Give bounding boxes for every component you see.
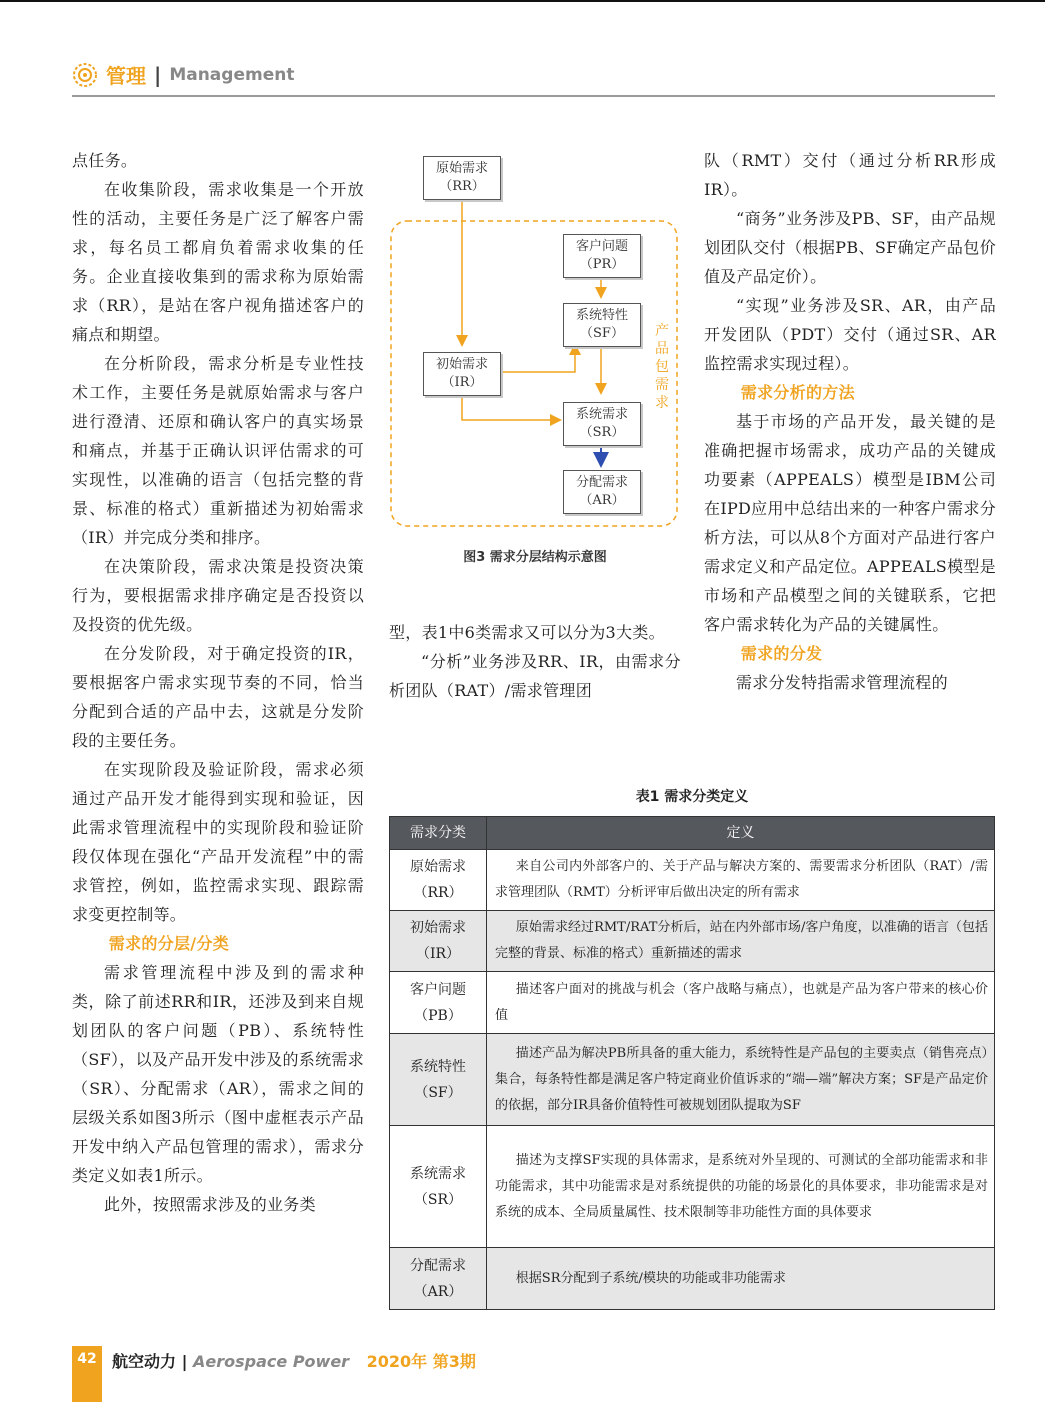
definition-text: 描述为支撑SF实现的具体需求，是系统对外呈现的、可测试的全部功能需求和非功能需求，其中功能需求是对系统提供的功能的场景化的具体要求，非功能需求是对系统的成本、全局质量属性、技术限制等非功能性方面的具体要求 (495, 1152, 988, 1220)
category-abbr: （SF） (414, 1084, 462, 1101)
table-row (390, 1248, 995, 1310)
node-pr (563, 234, 641, 278)
category-cell (390, 911, 487, 972)
category-abbr: （RR） (413, 885, 463, 901)
paragraph: 在决策阶段，需求决策是投资决策行为，要根据需求排序确定是否投资以及投资的优先级。 (72, 557, 364, 634)
node-label: 原始需求 (435, 161, 488, 176)
definition-cell (487, 1248, 995, 1310)
node-abbr: （SR） (579, 425, 625, 440)
column-header: 定义 (487, 817, 995, 850)
issue-label: 2020年 第3期 (366, 1351, 476, 1371)
category-abbr: （AR） (413, 1283, 463, 1300)
paragraph: “实现”业务涉及SR、AR，由产品开发团队（PDT）交付（通过SR、AR监控需求实现过程）。 (704, 296, 996, 373)
arrow-ir-to-sr (462, 398, 559, 420)
table-header-row (390, 817, 995, 850)
text-column-1 (72, 146, 364, 1219)
footer-separator: | (181, 1351, 188, 1371)
paragraph: 在实现阶段及验证阶段，需求必须通过产品开发才能得到实现和验证，因此需求管理流程中的实现阶段和验证阶段仅体现在强化“产品开发流程”中的需求管控，例如，监控需求实现、跟踪需求变更控制等。 (72, 760, 364, 924)
subheading: 需求的分发 (740, 644, 823, 663)
page-footer (72, 1346, 476, 1402)
paragraph: 在收集阶段，需求收集是一个开放性的活动，主要任务是广泛了解客户需求，每名员工都肩负着需求收集的任务。企业直接收集到的需求称为原始需求（RR），是站在客户视角描述客户的痛点和期望。 (72, 180, 364, 344)
table-row (390, 911, 995, 972)
node-abbr: （SF） (580, 326, 624, 341)
paragraph: 队（RMT）交付（通过分析RR形成IR）。 (704, 151, 996, 199)
definition-text: 描述产品为解决PB所具备的重大能力，系统特性是产品包的主要卖点（销售亮点）集合，每条特性都是满足客户特定商业价值诉求的“端—端”解决方案；SF是产品定价的依据，部分IR具备价值特性可被规划团队提取为SF (495, 1045, 988, 1113)
node-label: 分配需求 (575, 475, 628, 490)
category-name: 原始需求 (410, 859, 466, 875)
category-cell (390, 850, 487, 911)
category-abbr: （IR） (415, 946, 461, 962)
node-label: 系统需求 (575, 407, 628, 422)
category-cell (390, 972, 487, 1034)
subheading: 需求的分层/分类 (108, 934, 230, 953)
table-row (390, 1126, 995, 1248)
node-abbr: （PR） (579, 257, 625, 272)
arrow-ir-to-sf (501, 346, 575, 372)
paragraph: 在分发阶段，对于确定投资的IR，要根据客户需求实现节奏的不同，恰当分配到合适的产品中去，这就是分发阶段的主要任务。 (72, 644, 364, 750)
category-name: 系统特性 (410, 1058, 466, 1075)
category-cell (390, 1126, 487, 1248)
definition-cell (487, 1126, 995, 1248)
definition-cell (487, 850, 995, 911)
node-sr (563, 402, 641, 446)
text-column-3 (704, 146, 996, 697)
definition-cell (487, 911, 995, 972)
hierarchy-figure (389, 146, 681, 576)
top-rule (0, 0, 1045, 2)
section-title: 管理 (106, 64, 146, 88)
category-cell (390, 1034, 487, 1126)
node-label: 初始需求 (435, 357, 488, 372)
definition-text: 原始需求经过RMT/RAT分析后，站在内外部市场/客户角度，以准确的语言（包括完整的背景、标准的格式）重新描述的需求 (495, 920, 988, 961)
product-package-label: 产品包需求 (655, 323, 669, 411)
node-sf (563, 303, 641, 347)
paragraph: 此外，按照需求涉及的业务类 (104, 1195, 316, 1214)
node-ar (563, 470, 641, 514)
category-cell (390, 1248, 487, 1310)
definition-cell (487, 1034, 995, 1126)
node-rr (423, 156, 501, 200)
category-name: 客户问题 (410, 981, 466, 998)
section-header (72, 60, 294, 89)
paragraph: “分析”业务涉及RR、IR，由需求分析团队（RAT）/需求管理团 (389, 652, 681, 700)
journal-name-english: Aerospace Power (193, 1351, 350, 1371)
paragraph: 型，表1中6类需求又可以分为3大类。 (389, 623, 665, 642)
journal-line (112, 1349, 476, 1372)
paragraph: 点任务。 (72, 151, 138, 170)
node-abbr: （AR） (579, 493, 625, 508)
paragraph: 基于市场的产品开发，最关键的是准确把握市场需求，成功产品的关键成功要素（APPEALS）模型是IBM公司在IPD应用中总结出来的一种客户需求分析方法，可以从8个方面对产品进行客户需求定义和产品定位。APPEALS模型是市场和产品模型之间的关键联系，它把客户需求转化为产品的关键属性。 (704, 412, 996, 634)
table-title: 表1 需求分类定义 (635, 789, 749, 805)
node-ir (423, 352, 501, 396)
subheading: 需求分析的方法 (740, 383, 855, 402)
table-row (390, 1034, 995, 1126)
definition-cell (487, 972, 995, 1034)
category-abbr: （PB） (414, 1007, 462, 1024)
figure-caption: 图3 需求分层结构示意图 (463, 550, 607, 565)
definition-text: 来自公司内外部客户的、关于产品与解决方案的、需要需求分析团队（RAT）/需求管理团队（RMT）分析评审后做出决定的所有需求 (495, 859, 988, 900)
requirements-table (389, 816, 995, 1310)
journal-name: 航空动力 (112, 1351, 177, 1371)
node-label: 系统特性 (575, 308, 628, 323)
paragraph: 需求分发特指需求管理流程的 (736, 673, 948, 692)
node-abbr: （IR） (441, 375, 483, 390)
definition-text: 根据SR分配到子系统/模块的功能或非功能需求 (515, 1270, 786, 1286)
definition-text: 描述客户面对的挑战与机会（客户战略与痛点），也就是产品为客户带来的核心价值 (495, 981, 988, 1023)
page-number: 42 (72, 1346, 102, 1402)
header-separator: | (154, 62, 162, 87)
header-rule (72, 95, 995, 97)
column-header: 需求分类 (390, 817, 487, 850)
table-row (390, 850, 995, 911)
category-name: 初始需求 (410, 920, 466, 936)
table-row (390, 972, 995, 1034)
category-name: 分配需求 (410, 1257, 466, 1274)
gear-logo-icon (72, 62, 98, 88)
text-column-2 (389, 618, 681, 705)
paragraph: 在分析阶段，需求分析是专业性技术工作，主要任务是就原始需求与客户进行澄清、还原和确认客户的真实场景和痛点，并基于正确认识评估需求的可实现性，以准确的语言（包括完整的背景、标准的格式）重新描述为初始需求（IR）并完成分类和排序。 (72, 354, 364, 547)
category-name: 系统需求 (410, 1165, 466, 1182)
paragraph: 需求管理流程中涉及到的需求种类，除了前述RR和IR，还涉及到来自规划团队的客户问题（PB）、系统特性（SF），以及产品开发中涉及的系统需求（SR）、分配需求（AR），需求之间的层级关系如图3所示（图中虚框表示产品开发中纳入产品包管理的需求），需求分类定义如表1所示。 (72, 963, 364, 1185)
paragraph: “商务”业务涉及PB、SF，由产品规划团队交付（根据PB、SF确定产品包价值及产品定价）。 (704, 209, 996, 286)
section-title-english: Management (169, 64, 295, 85)
category-abbr: （SR） (413, 1191, 463, 1208)
node-label: 客户问题 (575, 239, 628, 254)
node-abbr: （RR） (439, 179, 485, 194)
